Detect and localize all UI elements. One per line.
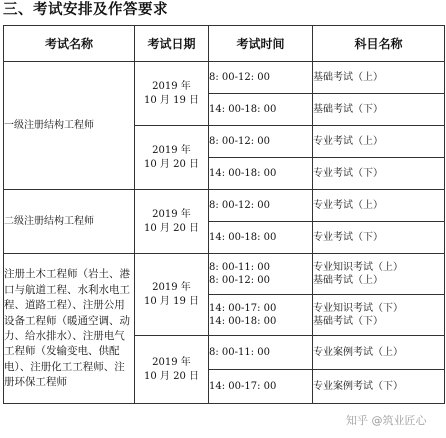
subject-cell: 专业考试（下） [313,222,445,254]
subject-cell: 基础考试（上） [313,62,445,94]
subject-cell: 专业考试（上） [313,190,445,222]
exam-time-cell: 8: 00-12: 00 [209,126,313,158]
col-subject: 科目名称 [313,26,445,62]
subject-cell: 专业知识考试（上） 基础考试（上） [313,254,445,295]
exam-time-cell: 8: 00-12: 00 [209,190,313,222]
exam-date-cell: 2019 年 10 月 20 日 [135,126,209,190]
exam-time-cell: 14: 00-18: 00 [209,222,313,254]
subject-cell: 基础考试（下） [313,94,445,126]
exam-time-cell: 8: 00-12: 00 [209,62,313,94]
subject-cell: 专业案例考试（上） [313,336,445,370]
subject-cell: 专业知识考试（下） 基础考试（下） [313,295,445,336]
col-exam-name: 考试名称 [4,26,135,62]
watermark: 知乎 @筑业匠心 [346,414,427,427]
exam-time-cell: 14: 00-18: 00 [209,94,313,126]
table-row [4,190,445,222]
subject-cell: 专业考试（上） [313,126,445,158]
exam-date-cell: 2019 年 10 月 19 日 [135,62,209,126]
exam-time-cell: 14: 00-17: 00 [209,370,313,404]
exam-time-cell: 8: 00-11: 00 8: 00-12: 00 [209,254,313,295]
col-exam-date: 考试日期 [135,26,209,62]
table-row [4,254,445,295]
exam-name-cell: 一级注册结构工程师 [4,62,135,190]
exam-time-cell: 14: 00-17: 00 14: 00-18: 00 [209,295,313,336]
subject-cell: 专业案例考试（下） [313,370,445,404]
col-exam-time: 考试时间 [209,26,313,62]
table-row [4,62,445,94]
exam-date-cell: 2019 年 10 月 19 日 [135,254,209,336]
exam-schedule-table [3,25,445,404]
exam-time-cell: 14: 00-18: 00 [209,158,313,190]
exam-date-cell: 2019 年 10 月 20 日 [135,336,209,404]
table-header-row [4,26,445,62]
exam-name-cell: 注册土木工程师（岩土、港口与航道工程、水利水电工程、道路工程）、注册公用设备工程师（暖通空调、动力、给水排水）、注册电气工程师（发输变电、供配电）、注册化工工程师、注册环保工程师 [4,254,135,404]
subject-cell: 专业考试（下） [313,158,445,190]
section-heading: 三、考试安排及作答要求 [3,1,168,18]
exam-date-cell: 2019 年 10 月 20 日 [135,190,209,254]
exam-name-cell: 二级注册结构工程师 [4,190,135,254]
exam-time-cell: 8: 00-11: 00 [209,336,313,370]
